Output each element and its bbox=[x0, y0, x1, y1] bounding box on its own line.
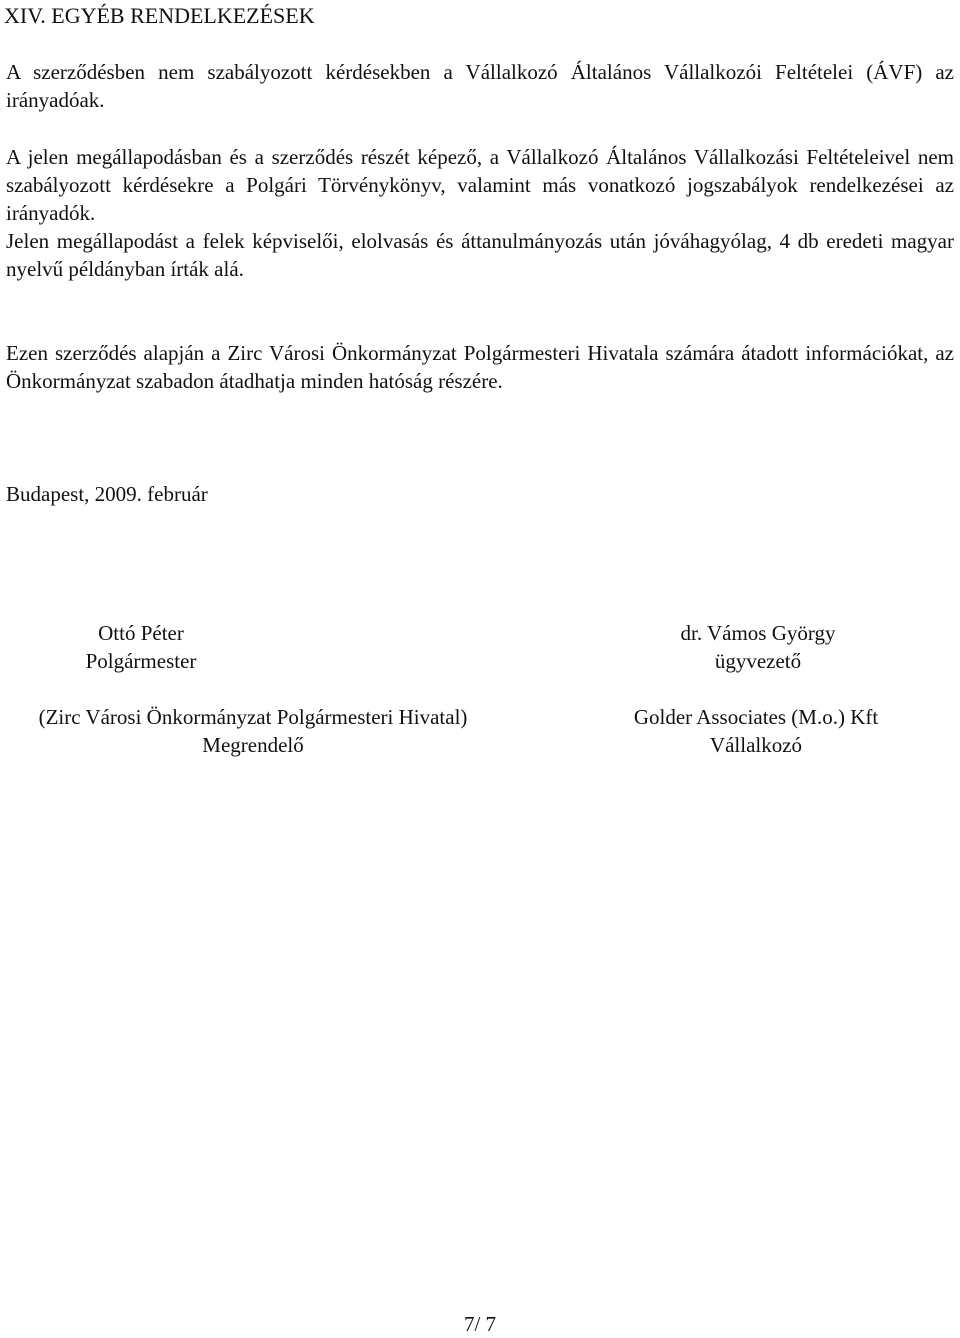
paragraph-signing: Jelen megállapodást a felek képviselői, elolvasás és áttanulmányozás után jóváhagyólag, 4 db eredeti magyar nyelvű példányban írták alá. bbox=[6, 229, 954, 281]
party-right-organization: Golder Associates (M.o.) Kft bbox=[633, 705, 879, 729]
paragraph-avf: A szerződésben nem szabályozott kérdésekben a Vállalkozó Általános Vállalkozói Feltételei (ÁVF) az irányadóak. bbox=[6, 60, 954, 112]
place-and-date: Budapest, 2009. február bbox=[6, 482, 208, 506]
party-right bbox=[608, 703, 904, 759]
signatory-left-name: Ottó Péter bbox=[98, 621, 184, 645]
party-left-organization: (Zirc Városi Önkormányzat Polgármesteri Hivatal) bbox=[38, 705, 468, 729]
party-left-role: Megrendelő bbox=[202, 733, 304, 757]
party-left bbox=[0, 703, 506, 759]
signatory-right-name: dr. Vámos György bbox=[680, 621, 836, 645]
signatory-left bbox=[0, 619, 282, 675]
paragraph-civil-code: A jelen megállapodásban és a szerződés részét képező, a Vállalkozó Általános Vállalkozási Feltételeivel nem szabályozott kérdésekre a Polgári Törvénykönyv, valamint más vonatkozó jogszabályok rendelkezései az irányadók. bbox=[6, 145, 954, 225]
signatory-right-title: ügyvezető bbox=[714, 649, 802, 673]
party-right-role: Vállalkozó bbox=[709, 733, 803, 757]
page-number: 7/ 7 bbox=[463, 1312, 497, 1336]
paragraph-information: Ezen szerződés alapján a Zirc Városi Önkormányzat Polgármesteri Hivatala számára átadott információkat, az Önkormányzat szabadon átadhatja minden hatóság részére. bbox=[6, 341, 954, 393]
section-heading: XIV. EGYÉB RENDELKEZÉSEK bbox=[4, 3, 315, 28]
signatory-left-title: Polgármester bbox=[85, 649, 197, 673]
signatory-right bbox=[658, 619, 858, 675]
